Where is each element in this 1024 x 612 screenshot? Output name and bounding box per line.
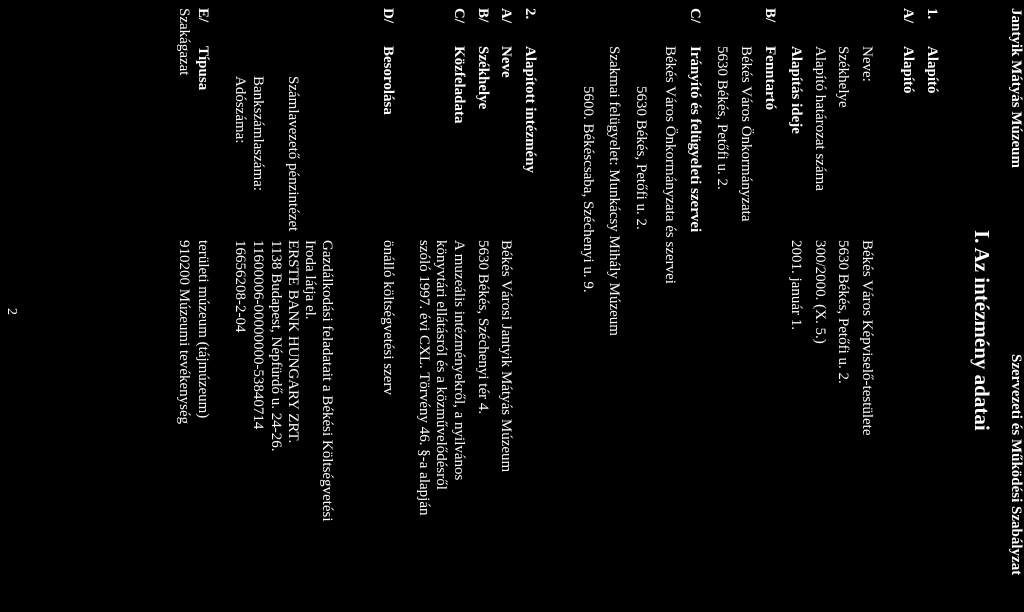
public-task-line-2: könyvtári ellátásról és a közművelődésről bbox=[433, 240, 449, 490]
tax-number-value: 16656208-2-04 bbox=[232, 240, 248, 333]
type-value: területi múzeum (tájmúzeum) bbox=[195, 240, 211, 419]
bank-value-address: 1138 Budapest, Népfürdő u. 24-26. bbox=[268, 240, 284, 452]
public-task-line-3: szóló 1997. évi CXL. Törvény 46. §-a alapján bbox=[416, 240, 432, 516]
section-2-heading: Alapított intézmény bbox=[522, 46, 538, 174]
section-2b-heading: Székhelye bbox=[475, 46, 491, 110]
section-2d-heading: Besorolása bbox=[380, 46, 396, 115]
institution-seat-value: 5630 Békés, Széchenyi tér 4. bbox=[475, 240, 491, 415]
management-line-2: Iroda látja el. bbox=[302, 240, 318, 320]
page-number: 2 bbox=[4, 308, 19, 315]
founder-seat-label: Székhelye bbox=[835, 46, 851, 108]
sector-value: 910200 Múzeumi tevékenység bbox=[176, 240, 192, 425]
section-1a-letter: A/ bbox=[900, 8, 916, 23]
section-2a-letter: A/ bbox=[498, 8, 514, 23]
founding-date-label: Alapítás ideje bbox=[788, 46, 804, 134]
page-title: I. Az intézmény adatai bbox=[970, 230, 994, 431]
sector-label: Szakágazat bbox=[176, 8, 192, 76]
account-number-value: 11600006-00000000-53840714 bbox=[250, 240, 266, 430]
section-1c-letter: C/ bbox=[687, 8, 703, 23]
maintainer-line-1: Békés Város Önkormányzata bbox=[738, 46, 754, 222]
classification-value: önálló költségvetési szerv bbox=[380, 240, 396, 395]
supervisor-line-2: 5630 Békés, Petőfi u. 2. bbox=[633, 86, 649, 230]
supervisor-line-4: 5600. Békéscsaba, Széchenyi u. 9. bbox=[580, 86, 596, 293]
bank-label: Számlavezető pénzintézet bbox=[285, 76, 301, 232]
founding-resolution-label: Alapító határozat száma bbox=[812, 46, 828, 191]
section-1-number: 1. bbox=[924, 8, 940, 20]
supervisor-line-3: Szakmai felügyelet: Munkácsy Mihály Múzeum bbox=[606, 46, 622, 336]
tax-number-label: Adószáma: bbox=[232, 76, 248, 144]
account-number-label: Bankszámlaszáma: bbox=[250, 76, 266, 191]
section-2c-heading: Közfeladata bbox=[451, 46, 467, 124]
section-2e-letter: E/ bbox=[195, 8, 211, 23]
institution-name-value: Békés Városi Jantyik Mátyás Múzeum bbox=[498, 240, 514, 473]
section-1b-heading: Fenntartó bbox=[762, 46, 778, 111]
public-task-line-1: A muzeális intézményekről, a nyilvános bbox=[451, 240, 467, 481]
management-line-1: Gazdálkodási feladatait a Békési Költségvetési bbox=[319, 240, 335, 522]
section-2-number: 2. bbox=[522, 8, 538, 20]
supervisor-line-1: Békés Város Önkormányzata és szervei bbox=[662, 46, 678, 284]
section-1c-heading: Irányító és felügyeleti szervei bbox=[687, 46, 703, 233]
section-2a-heading: Neve bbox=[498, 46, 514, 78]
founder-seat-value: 5630 Békés, Petőfi u. 2. bbox=[835, 240, 851, 384]
section-2c-letter: C/ bbox=[451, 8, 467, 23]
section-1a-heading: Alapító bbox=[900, 46, 916, 94]
header-document-title: Szervezeti és Működési Szabályzat bbox=[1008, 354, 1024, 576]
founder-name-value: Békés Város Képviselő-testülete bbox=[859, 240, 875, 436]
section-2b-letter: B/ bbox=[475, 8, 491, 23]
maintainer-line-2: 5630 Békés, Petőfi u. 2. bbox=[714, 46, 730, 190]
section-1-heading: Alapító bbox=[924, 46, 940, 94]
section-1b-letter: B/ bbox=[762, 8, 778, 23]
founding-date-value: 2001. január 1. bbox=[788, 240, 804, 330]
bank-value-name: ERSTE BANK HUNGARY ZRT. bbox=[285, 240, 301, 444]
section-2e-heading: Típusa bbox=[195, 46, 211, 91]
founder-name-label: Neve: bbox=[859, 46, 875, 82]
founding-resolution-value: 300/2000. (X. 5.) bbox=[812, 240, 828, 344]
header-institution: Jantyik Mátyás Múzeum bbox=[1008, 8, 1024, 168]
section-2d-letter: D/ bbox=[380, 8, 396, 23]
